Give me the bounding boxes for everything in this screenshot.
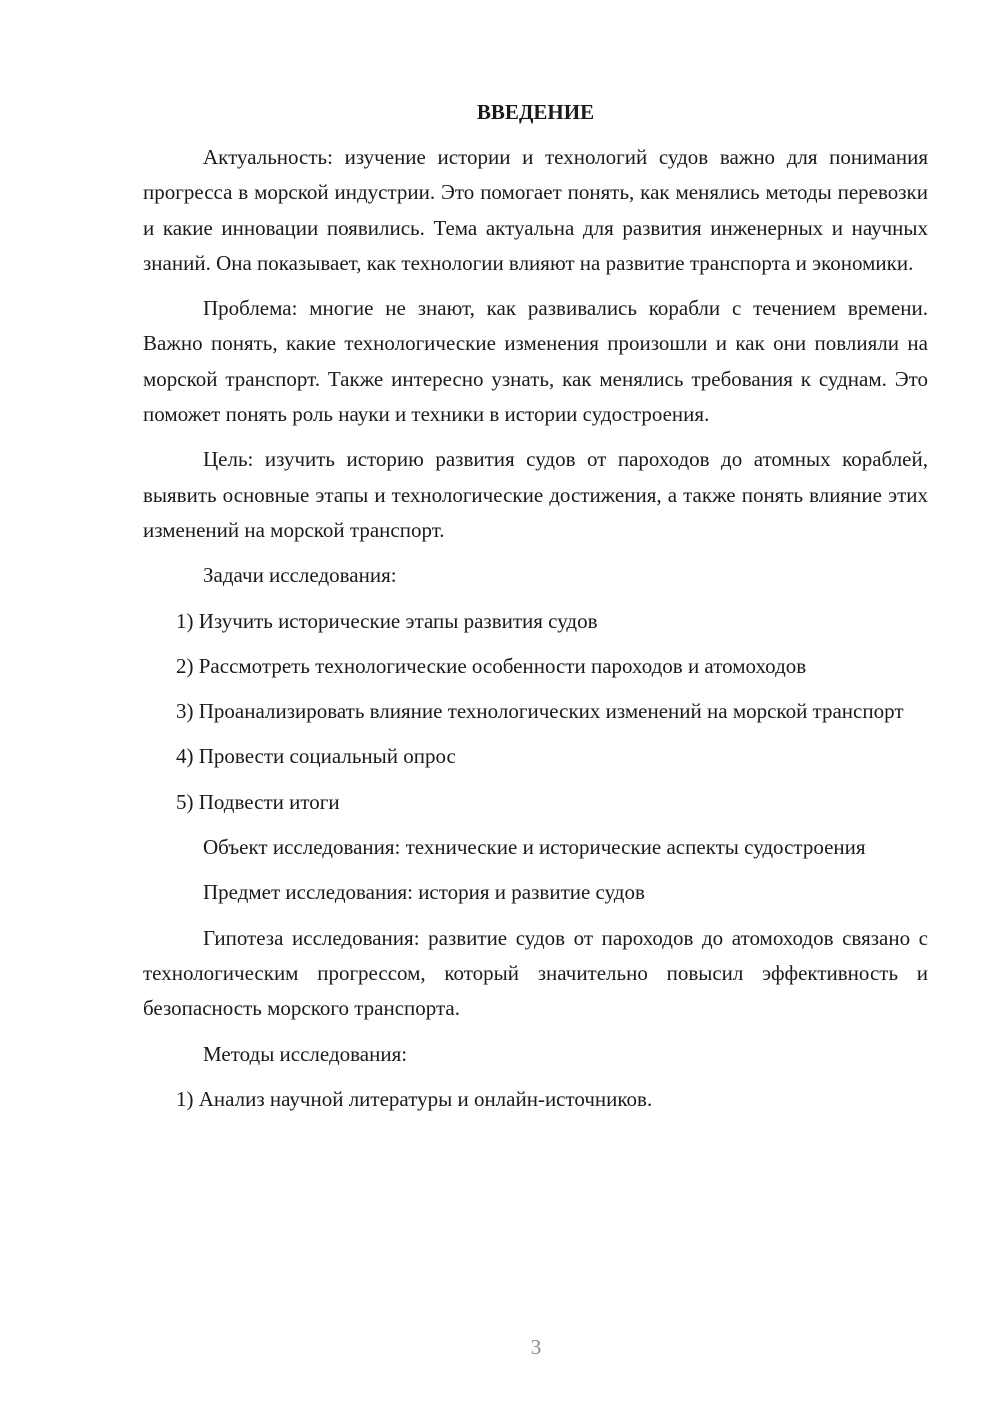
task-item-2: 2) Рассмотреть технологические особенности пароходов и атомоходов: [176, 653, 807, 678]
paragraph-problem: Проблема: многие не знают, как развивались корабли с течением времени. Важно понять, какие технологические изменения произошли и как они повлияли на морской транспорт. Также интересно узнать, как менялись требования к суднам. Это поможет понять роль науки и техники в истории судостроения.: [143, 296, 928, 427]
paragraph-object: Объект исследования: технические и исторические аспекты судостроения: [203, 835, 866, 860]
paragraph-relevance: Актуальность: изучение истории и технологий судов важно для понимания прогресса в морской индустрии. Это помогает понять, как менялись методы перевозки и какие инновации появились. Тема актуальна для развития инженерных и научных знаний. Она показывает, как технологии влияют на развитие транспорта и экономики.: [143, 145, 928, 275]
page-number: 3: [530, 1335, 542, 1359]
paragraph-subject: Предмет исследования: история и развитие судов: [203, 880, 645, 905]
paragraph-goal: Цель: изучить историю развития судов от пароходов до атомных кораблей, выявить основные этапы и технологические достижения, а также понять влияние этих изменений на морской транспорт.: [143, 447, 928, 542]
task-item-5: 5) Подвести итоги: [176, 789, 340, 814]
tasks-heading: Задачи исследования:: [203, 563, 397, 588]
paragraph-hypothesis: Гипотеза исследования: развитие судов от пароходов до атомоходов связано с технологическим прогрессом, который значительно повысил эффективность и безопасность морского транспорта.: [143, 925, 928, 1021]
method-item-1: 1) Анализ научной литературы и онлайн-источников.: [176, 1086, 653, 1111]
task-item-1: 1) Изучить исторические этапы развития судов: [176, 608, 598, 633]
section-title: ВВЕДЕНИЕ: [476, 100, 595, 124]
task-item-4: 4) Провести социальный опрос: [176, 744, 456, 769]
page-content: [143, 95, 928, 1117]
task-item-3: 3) Проанализировать влияние технологических изменений на морской транспорт: [176, 699, 904, 724]
methods-heading: Методы исследования:: [203, 1041, 408, 1066]
